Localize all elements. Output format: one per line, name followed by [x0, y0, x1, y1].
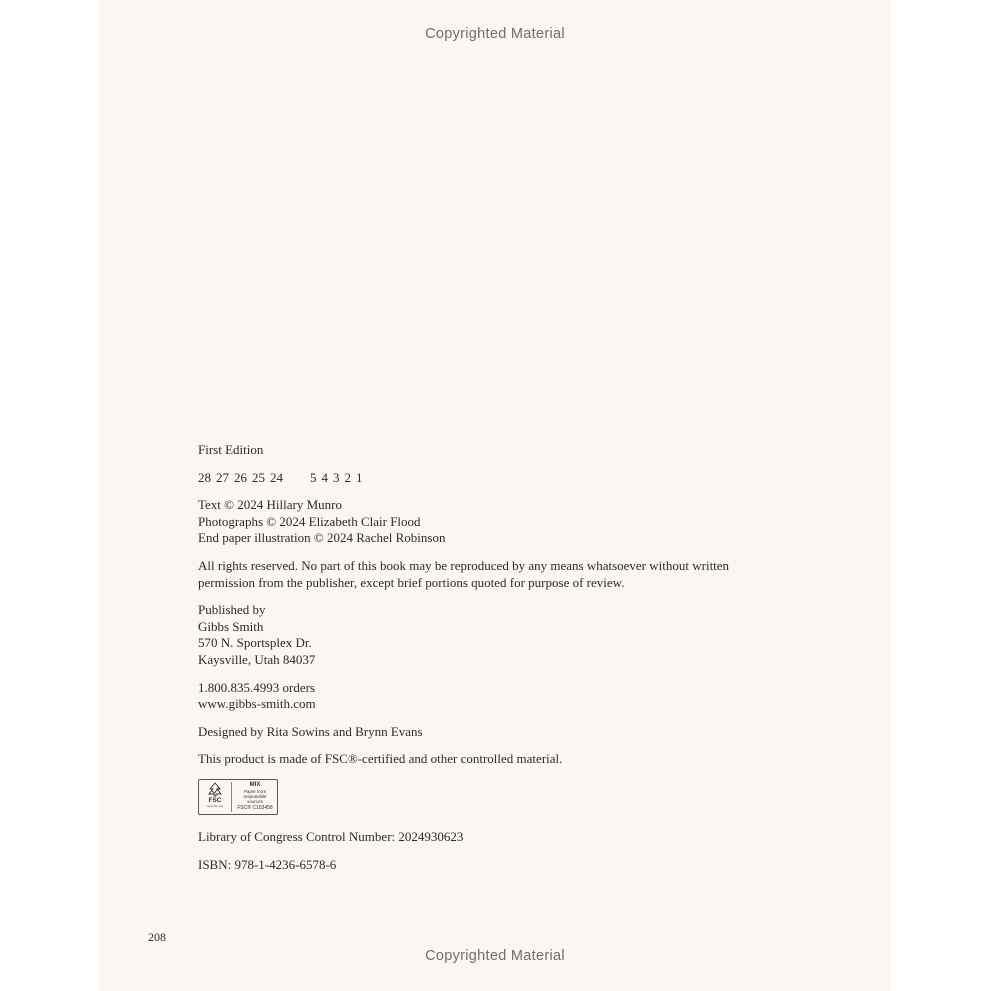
text-credit: Text © 2024 Hillary Munro — [198, 497, 343, 513]
printing-year: 24 — [270, 469, 283, 485]
printing-impression: 5 — [310, 469, 317, 485]
fsc-certification-badge — [198, 779, 278, 815]
fsc-paper-line: Paper from — [243, 789, 267, 795]
printing-year: 26 — [234, 469, 247, 485]
copyright-watermark-top: Copyrighted Material — [425, 26, 565, 42]
printing-year: 25 — [252, 469, 265, 485]
fsc-mix-label: MIX — [249, 782, 261, 789]
publisher-name: Gibbs Smith — [198, 618, 264, 634]
photographs-credit: Photographs © 2024 Elizabeth Clair Flood — [198, 513, 421, 529]
fsc-tree-logo — [202, 782, 232, 812]
credits-block — [198, 497, 798, 547]
copyright-watermark-bottom: Copyrighted Material — [425, 948, 565, 964]
printing-numbers — [198, 470, 798, 487]
printing-year: 28 — [198, 469, 211, 485]
fsc-label-text — [236, 781, 274, 812]
publisher-website: www.gibbs-smith.com — [198, 696, 316, 712]
publisher-block — [198, 602, 798, 668]
fsc-license-code: FSC® C153458 — [237, 805, 273, 812]
rights-line: permission from the publisher, except brief portions quoted for purpose of review. — [198, 574, 625, 590]
phone-orders: 1.800.835.4993 orders — [198, 679, 315, 695]
page-number: 208 — [148, 930, 166, 944]
loc-control-number: Library of Congress Control Number: 2024930623 — [198, 828, 464, 844]
publisher-street: 570 N. Sportsplex Dr. — [198, 635, 312, 651]
tree-checkmark-icon — [207, 782, 223, 797]
printing-impression: 3 — [333, 469, 340, 485]
printing-impression: 4 — [321, 469, 328, 485]
rights-notice — [198, 558, 798, 591]
fsc-statement: This product is made of FSC®-certified and other controlled material. — [198, 751, 563, 767]
publisher-label: Published by — [198, 602, 266, 618]
printing-impression: 1 — [356, 469, 363, 485]
rights-line: All rights reserved. No part of this book may be reproduced by any means whatsoever without written — [198, 557, 730, 573]
contact-block — [198, 680, 798, 713]
fsc-logo-word: FSC — [208, 796, 222, 804]
fsc-paper-line: responsible sources — [243, 794, 267, 805]
book-page — [99, 0, 891, 991]
fsc-logo-url: www.fsc.org — [206, 803, 224, 808]
publisher-city: Kaysville, Utah 84037 — [198, 651, 316, 667]
designers-credit: Designed by Rita Sowins and Brynn Evans — [198, 723, 423, 739]
printing-impression: 2 — [344, 469, 351, 485]
copyright-page-content — [198, 442, 798, 884]
edition-line: First Edition — [198, 442, 264, 457]
isbn: ISBN: 978-1-4236-6578-6 — [198, 856, 337, 872]
endpaper-credit: End paper illustration © 2024 Rachel Robinson — [198, 530, 446, 546]
printing-year: 27 — [216, 469, 229, 485]
